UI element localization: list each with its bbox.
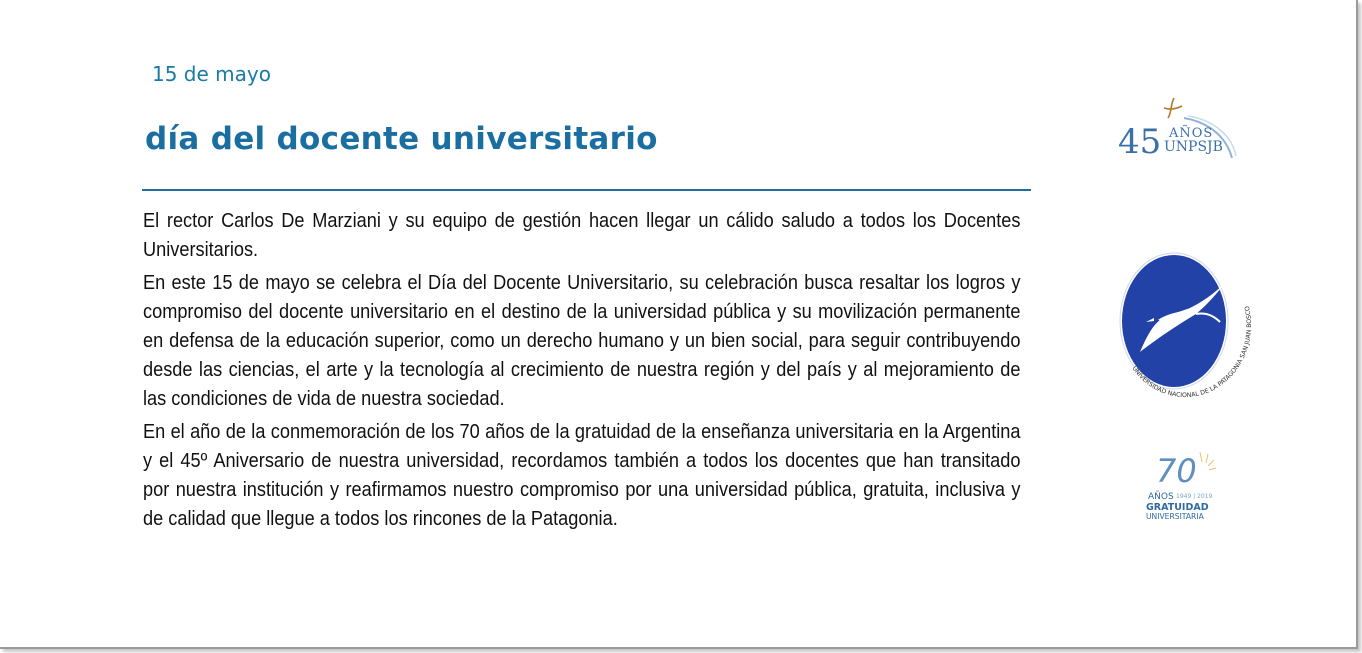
paragraph-commemoration: En el año de la conmemoración de los 70 años de la gratuidad de la enseñanza universitaria en la Argentina y el 45º Aniversario de nuestra universidad, recordamos también a todos los docentes que han transitado por nuestra institución y reafirmamos nuestro compromiso por una universidad pública, gratuita, inclusiva y de calidad que llegue a todos los rincones de la Patagonia. — [143, 421, 1021, 530]
article-body — [143, 207, 1021, 538]
anniversary-logo — [1112, 92, 1242, 164]
gratuidad-anos: AÑOS — [1148, 492, 1174, 502]
gratuidad-number: 70 — [1156, 452, 1197, 490]
divider — [142, 189, 1031, 191]
gratuidad-line2: UNIVERSITARIA — [1146, 512, 1204, 521]
university-seal — [1110, 242, 1260, 402]
gratuidad-line1: GRATUIDAD — [1146, 502, 1209, 513]
anniversary-number: 45 — [1118, 122, 1162, 162]
gratuidad-logo — [1138, 450, 1228, 525]
date-heading: 15 de mayo — [152, 62, 271, 86]
gratuidad-years: 1949 | 2019 — [1176, 493, 1213, 500]
seal-text: UNIVERSIDAD NACIONAL DE LA PATAGONIA SAN JUAN BOSCO — [1130, 305, 1254, 400]
paragraph-greeting: El rector Carlos De Marziani y su equipo de gestión hacen llegar un cálido saludo a todos los Docentes Universitarios. — [143, 210, 1021, 261]
page-title: día del docente universitario — [145, 121, 658, 157]
anniversary-anos: AÑOS — [1169, 126, 1214, 141]
paragraph-celebration: En este 15 de mayo se celebra el Día del Docente Universitario, su celebración busca resaltar los logros y compromiso del docente universitario en el destino de la universidad pública y su movilización permanente en defensa de la educación superior, como un derecho humano y un bien social, para seguir contribuyendo desde las ciencias, el arte y la tecnología al crecimiento de nuestra región y del país y al mejoramiento de las condiciones de vida de nuestra sociedad. — [143, 272, 1021, 410]
anniversary-org: UNPSJB — [1164, 139, 1223, 155]
